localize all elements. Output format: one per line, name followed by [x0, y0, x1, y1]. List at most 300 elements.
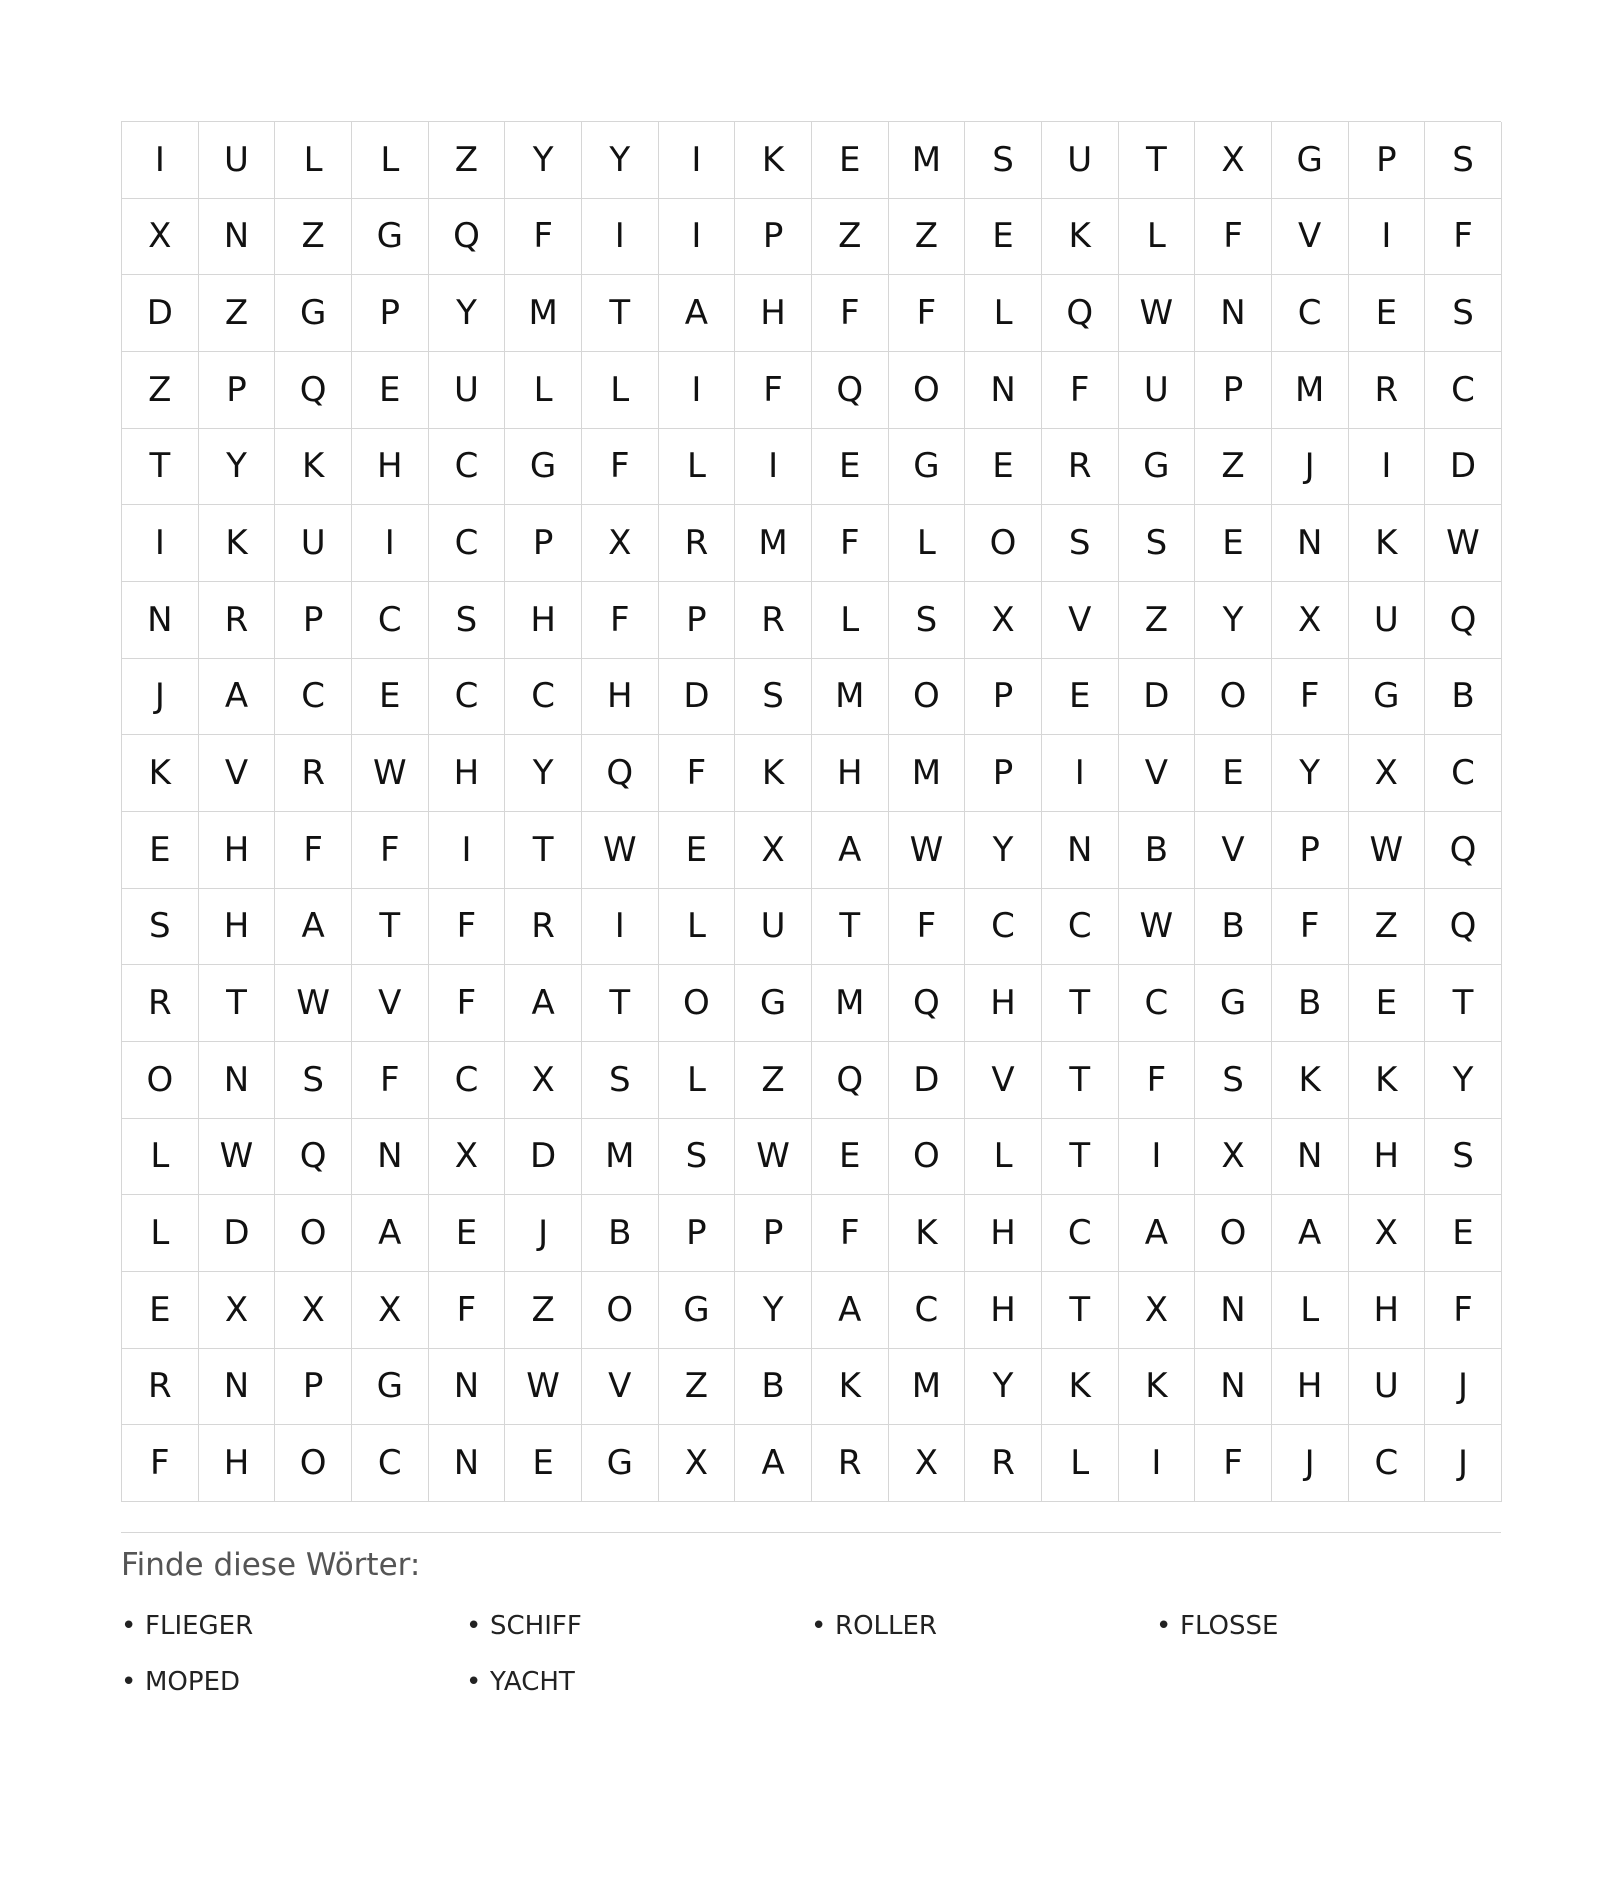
- grid-cell[interactable]: H: [505, 582, 582, 659]
- grid-cell[interactable]: K: [735, 735, 812, 812]
- grid-cell[interactable]: N: [199, 1349, 276, 1426]
- grid-cell[interactable]: R: [1349, 352, 1426, 429]
- grid-cell[interactable]: C: [1349, 1425, 1426, 1502]
- grid-cell[interactable]: Q: [812, 352, 889, 429]
- grid-cell[interactable]: F: [812, 275, 889, 352]
- grid-cell[interactable]: W: [1425, 505, 1502, 582]
- grid-cell[interactable]: H: [352, 429, 429, 506]
- grid-cell[interactable]: A: [659, 275, 736, 352]
- grid-cell[interactable]: P: [965, 659, 1042, 736]
- grid-cell[interactable]: O: [659, 965, 736, 1042]
- grid-cell[interactable]: M: [735, 505, 812, 582]
- grid-cell[interactable]: I: [352, 505, 429, 582]
- grid-cell[interactable]: F: [1272, 889, 1349, 966]
- grid-cell[interactable]: I: [1119, 1425, 1196, 1502]
- grid-cell[interactable]: M: [889, 1349, 966, 1426]
- grid-cell[interactable]: C: [429, 429, 506, 506]
- grid-cell[interactable]: X: [122, 199, 199, 276]
- grid-cell[interactable]: A: [275, 889, 352, 966]
- grid-cell[interactable]: X: [889, 1425, 966, 1502]
- grid-cell[interactable]: Z: [889, 199, 966, 276]
- grid-cell[interactable]: N: [965, 352, 1042, 429]
- grid-cell[interactable]: G: [659, 1272, 736, 1349]
- grid-cell[interactable]: X: [1195, 1119, 1272, 1196]
- grid-cell[interactable]: Y: [429, 275, 506, 352]
- grid-cell[interactable]: I: [429, 812, 506, 889]
- grid-cell[interactable]: D: [1119, 659, 1196, 736]
- grid-cell[interactable]: W: [199, 1119, 276, 1196]
- grid-cell[interactable]: P: [965, 735, 1042, 812]
- grid-cell[interactable]: Z: [199, 275, 276, 352]
- grid-cell[interactable]: R: [812, 1425, 889, 1502]
- grid-cell[interactable]: A: [735, 1425, 812, 1502]
- grid-cell[interactable]: G: [1119, 429, 1196, 506]
- grid-cell[interactable]: L: [122, 1119, 199, 1196]
- grid-cell[interactable]: L: [889, 505, 966, 582]
- grid-cell[interactable]: I: [582, 889, 659, 966]
- grid-cell[interactable]: T: [1042, 1042, 1119, 1119]
- grid-cell[interactable]: U: [1349, 582, 1426, 659]
- grid-cell[interactable]: H: [965, 965, 1042, 1042]
- grid-cell[interactable]: Y: [505, 735, 582, 812]
- grid-cell[interactable]: G: [735, 965, 812, 1042]
- grid-cell[interactable]: F: [582, 582, 659, 659]
- grid-cell[interactable]: J: [1425, 1425, 1502, 1502]
- grid-cell[interactable]: W: [582, 812, 659, 889]
- grid-cell[interactable]: L: [812, 582, 889, 659]
- grid-cell[interactable]: C: [275, 659, 352, 736]
- grid-cell[interactable]: C: [429, 1042, 506, 1119]
- grid-cell[interactable]: I: [1119, 1119, 1196, 1196]
- grid-cell[interactable]: N: [1195, 1272, 1272, 1349]
- grid-cell[interactable]: T: [1425, 965, 1502, 1042]
- grid-cell[interactable]: Y: [199, 429, 276, 506]
- grid-cell[interactable]: K: [1349, 505, 1426, 582]
- grid-cell[interactable]: J: [505, 1195, 582, 1272]
- grid-cell[interactable]: A: [812, 1272, 889, 1349]
- grid-cell[interactable]: L: [1042, 1425, 1119, 1502]
- grid-cell[interactable]: Y: [735, 1272, 812, 1349]
- grid-cell[interactable]: T: [505, 812, 582, 889]
- grid-cell[interactable]: Z: [429, 122, 506, 199]
- grid-cell[interactable]: E: [1349, 275, 1426, 352]
- grid-cell[interactable]: Q: [275, 1119, 352, 1196]
- grid-cell[interactable]: U: [735, 889, 812, 966]
- grid-cell[interactable]: P: [735, 1195, 812, 1272]
- grid-cell[interactable]: P: [659, 1195, 736, 1272]
- grid-cell[interactable]: X: [1349, 735, 1426, 812]
- grid-cell[interactable]: R: [122, 965, 199, 1042]
- grid-cell[interactable]: S: [429, 582, 506, 659]
- grid-cell[interactable]: E: [1349, 965, 1426, 1042]
- grid-cell[interactable]: E: [1425, 1195, 1502, 1272]
- grid-cell[interactable]: G: [505, 429, 582, 506]
- grid-cell[interactable]: G: [1349, 659, 1426, 736]
- grid-cell[interactable]: E: [505, 1425, 582, 1502]
- grid-cell[interactable]: M: [889, 122, 966, 199]
- grid-cell[interactable]: O: [1195, 659, 1272, 736]
- grid-cell[interactable]: K: [1042, 199, 1119, 276]
- grid-cell[interactable]: E: [1042, 659, 1119, 736]
- grid-cell[interactable]: V: [352, 965, 429, 1042]
- grid-cell[interactable]: R: [659, 505, 736, 582]
- grid-cell[interactable]: E: [1195, 735, 1272, 812]
- grid-cell[interactable]: L: [352, 122, 429, 199]
- grid-cell[interactable]: H: [1349, 1119, 1426, 1196]
- grid-cell[interactable]: Q: [429, 199, 506, 276]
- grid-cell[interactable]: F: [1272, 659, 1349, 736]
- grid-cell[interactable]: F: [812, 505, 889, 582]
- grid-cell[interactable]: F: [1195, 199, 1272, 276]
- grid-cell[interactable]: L: [659, 429, 736, 506]
- grid-cell[interactable]: A: [1272, 1195, 1349, 1272]
- grid-cell[interactable]: X: [275, 1272, 352, 1349]
- grid-cell[interactable]: L: [122, 1195, 199, 1272]
- grid-cell[interactable]: H: [429, 735, 506, 812]
- grid-cell[interactable]: K: [889, 1195, 966, 1272]
- grid-cell[interactable]: F: [352, 1042, 429, 1119]
- grid-cell[interactable]: A: [1119, 1195, 1196, 1272]
- grid-cell[interactable]: O: [889, 1119, 966, 1196]
- grid-cell[interactable]: C: [1272, 275, 1349, 352]
- grid-cell[interactable]: M: [582, 1119, 659, 1196]
- grid-cell[interactable]: E: [965, 429, 1042, 506]
- grid-cell[interactable]: X: [1195, 122, 1272, 199]
- grid-cell[interactable]: C: [965, 889, 1042, 966]
- grid-cell[interactable]: E: [122, 1272, 199, 1349]
- grid-cell[interactable]: X: [352, 1272, 429, 1349]
- grid-cell[interactable]: I: [659, 199, 736, 276]
- grid-cell[interactable]: K: [1042, 1349, 1119, 1426]
- grid-cell[interactable]: R: [965, 1425, 1042, 1502]
- grid-cell[interactable]: T: [582, 965, 659, 1042]
- grid-cell[interactable]: X: [1272, 582, 1349, 659]
- grid-cell[interactable]: L: [1119, 199, 1196, 276]
- grid-cell[interactable]: H: [735, 275, 812, 352]
- grid-cell[interactable]: H: [582, 659, 659, 736]
- grid-cell[interactable]: S: [1042, 505, 1119, 582]
- grid-cell[interactable]: J: [122, 659, 199, 736]
- grid-cell[interactable]: N: [1042, 812, 1119, 889]
- grid-cell[interactable]: E: [659, 812, 736, 889]
- grid-cell[interactable]: W: [1349, 812, 1426, 889]
- grid-cell[interactable]: C: [1042, 1195, 1119, 1272]
- grid-cell[interactable]: W: [1119, 275, 1196, 352]
- grid-cell[interactable]: Y: [1272, 735, 1349, 812]
- grid-cell[interactable]: N: [122, 582, 199, 659]
- grid-cell[interactable]: C: [352, 582, 429, 659]
- grid-cell[interactable]: U: [1119, 352, 1196, 429]
- grid-cell[interactable]: A: [505, 965, 582, 1042]
- grid-cell[interactable]: X: [965, 582, 1042, 659]
- grid-cell[interactable]: S: [1425, 122, 1502, 199]
- grid-cell[interactable]: W: [352, 735, 429, 812]
- grid-cell[interactable]: F: [1425, 1272, 1502, 1349]
- grid-cell[interactable]: S: [889, 582, 966, 659]
- grid-cell[interactable]: F: [122, 1425, 199, 1502]
- grid-cell[interactable]: P: [275, 1349, 352, 1426]
- grid-cell[interactable]: R: [505, 889, 582, 966]
- grid-cell[interactable]: N: [1272, 505, 1349, 582]
- grid-cell[interactable]: K: [122, 735, 199, 812]
- grid-cell[interactable]: P: [352, 275, 429, 352]
- grid-cell[interactable]: K: [812, 1349, 889, 1426]
- grid-cell[interactable]: Y: [1425, 1042, 1502, 1119]
- grid-cell[interactable]: X: [1349, 1195, 1426, 1272]
- grid-cell[interactable]: Q: [889, 965, 966, 1042]
- grid-cell[interactable]: E: [352, 659, 429, 736]
- grid-cell[interactable]: X: [505, 1042, 582, 1119]
- grid-cell[interactable]: Z: [1349, 889, 1426, 966]
- grid-cell[interactable]: N: [1195, 275, 1272, 352]
- grid-cell[interactable]: F: [429, 889, 506, 966]
- grid-cell[interactable]: E: [812, 1119, 889, 1196]
- grid-cell[interactable]: O: [582, 1272, 659, 1349]
- grid-cell[interactable]: S: [1425, 1119, 1502, 1196]
- grid-cell[interactable]: Q: [1425, 889, 1502, 966]
- grid-cell[interactable]: S: [659, 1119, 736, 1196]
- grid-cell[interactable]: I: [735, 429, 812, 506]
- grid-cell[interactable]: L: [582, 352, 659, 429]
- grid-cell[interactable]: I: [659, 352, 736, 429]
- grid-cell[interactable]: D: [199, 1195, 276, 1272]
- grid-cell[interactable]: F: [735, 352, 812, 429]
- grid-cell[interactable]: Q: [1425, 582, 1502, 659]
- grid-cell[interactable]: P: [659, 582, 736, 659]
- grid-cell[interactable]: G: [889, 429, 966, 506]
- grid-cell[interactable]: M: [505, 275, 582, 352]
- grid-cell[interactable]: U: [1042, 122, 1119, 199]
- grid-cell[interactable]: X: [659, 1425, 736, 1502]
- grid-cell[interactable]: U: [199, 122, 276, 199]
- grid-cell[interactable]: F: [429, 1272, 506, 1349]
- grid-cell[interactable]: K: [199, 505, 276, 582]
- grid-cell[interactable]: C: [1119, 965, 1196, 1042]
- grid-cell[interactable]: Z: [735, 1042, 812, 1119]
- grid-cell[interactable]: D: [889, 1042, 966, 1119]
- grid-cell[interactable]: R: [199, 582, 276, 659]
- grid-cell[interactable]: F: [352, 812, 429, 889]
- grid-cell[interactable]: C: [505, 659, 582, 736]
- grid-cell[interactable]: V: [965, 1042, 1042, 1119]
- grid-cell[interactable]: Z: [1119, 582, 1196, 659]
- grid-cell[interactable]: B: [1425, 659, 1502, 736]
- grid-cell[interactable]: S: [122, 889, 199, 966]
- grid-cell[interactable]: D: [505, 1119, 582, 1196]
- grid-cell[interactable]: H: [199, 889, 276, 966]
- grid-cell[interactable]: K: [1119, 1349, 1196, 1426]
- grid-cell[interactable]: H: [1349, 1272, 1426, 1349]
- grid-cell[interactable]: P: [275, 582, 352, 659]
- grid-cell[interactable]: E: [122, 812, 199, 889]
- grid-cell[interactable]: O: [889, 352, 966, 429]
- grid-cell[interactable]: A: [352, 1195, 429, 1272]
- grid-cell[interactable]: T: [1119, 122, 1196, 199]
- grid-cell[interactable]: B: [1272, 965, 1349, 1042]
- grid-cell[interactable]: Z: [1195, 429, 1272, 506]
- grid-cell[interactable]: F: [889, 889, 966, 966]
- grid-cell[interactable]: M: [812, 965, 889, 1042]
- grid-cell[interactable]: V: [199, 735, 276, 812]
- grid-cell[interactable]: N: [1272, 1119, 1349, 1196]
- grid-cell[interactable]: N: [199, 199, 276, 276]
- grid-cell[interactable]: Z: [812, 199, 889, 276]
- grid-cell[interactable]: K: [1349, 1042, 1426, 1119]
- grid-cell[interactable]: F: [889, 275, 966, 352]
- grid-cell[interactable]: H: [199, 1425, 276, 1502]
- grid-cell[interactable]: D: [1425, 429, 1502, 506]
- grid-cell[interactable]: H: [965, 1195, 1042, 1272]
- grid-cell[interactable]: E: [965, 199, 1042, 276]
- grid-cell[interactable]: Z: [122, 352, 199, 429]
- grid-cell[interactable]: I: [659, 122, 736, 199]
- grid-cell[interactable]: Q: [1425, 812, 1502, 889]
- grid-cell[interactable]: L: [965, 1119, 1042, 1196]
- grid-cell[interactable]: C: [352, 1425, 429, 1502]
- grid-cell[interactable]: U: [429, 352, 506, 429]
- grid-cell[interactable]: P: [1272, 812, 1349, 889]
- grid-cell[interactable]: C: [889, 1272, 966, 1349]
- grid-cell[interactable]: G: [275, 275, 352, 352]
- grid-cell[interactable]: G: [1272, 122, 1349, 199]
- grid-cell[interactable]: C: [429, 659, 506, 736]
- grid-cell[interactable]: C: [1042, 889, 1119, 966]
- grid-cell[interactable]: Y: [1195, 582, 1272, 659]
- grid-cell[interactable]: O: [122, 1042, 199, 1119]
- grid-cell[interactable]: C: [1425, 352, 1502, 429]
- grid-cell[interactable]: S: [582, 1042, 659, 1119]
- grid-cell[interactable]: B: [735, 1349, 812, 1426]
- grid-cell[interactable]: X: [199, 1272, 276, 1349]
- grid-cell[interactable]: V: [582, 1349, 659, 1426]
- grid-cell[interactable]: G: [352, 199, 429, 276]
- grid-cell[interactable]: E: [812, 429, 889, 506]
- grid-cell[interactable]: F: [1119, 1042, 1196, 1119]
- grid-cell[interactable]: P: [1195, 352, 1272, 429]
- grid-cell[interactable]: C: [1425, 735, 1502, 812]
- grid-cell[interactable]: L: [965, 275, 1042, 352]
- grid-cell[interactable]: E: [812, 122, 889, 199]
- grid-cell[interactable]: O: [275, 1425, 352, 1502]
- grid-cell[interactable]: W: [1119, 889, 1196, 966]
- grid-cell[interactable]: O: [275, 1195, 352, 1272]
- grid-cell[interactable]: R: [1042, 429, 1119, 506]
- grid-cell[interactable]: Q: [582, 735, 659, 812]
- grid-cell[interactable]: Z: [275, 199, 352, 276]
- grid-cell[interactable]: W: [735, 1119, 812, 1196]
- grid-cell[interactable]: B: [1195, 889, 1272, 966]
- grid-cell[interactable]: I: [122, 505, 199, 582]
- grid-cell[interactable]: Y: [965, 812, 1042, 889]
- grid-cell[interactable]: T: [1042, 965, 1119, 1042]
- grid-cell[interactable]: A: [812, 812, 889, 889]
- grid-cell[interactable]: F: [812, 1195, 889, 1272]
- grid-cell[interactable]: P: [505, 505, 582, 582]
- grid-cell[interactable]: X: [429, 1119, 506, 1196]
- grid-cell[interactable]: B: [582, 1195, 659, 1272]
- grid-cell[interactable]: F: [429, 965, 506, 1042]
- grid-cell[interactable]: F: [505, 199, 582, 276]
- grid-cell[interactable]: H: [1272, 1349, 1349, 1426]
- grid-cell[interactable]: X: [1119, 1272, 1196, 1349]
- grid-cell[interactable]: Q: [275, 352, 352, 429]
- grid-cell[interactable]: Q: [812, 1042, 889, 1119]
- grid-cell[interactable]: F: [582, 429, 659, 506]
- grid-cell[interactable]: S: [965, 122, 1042, 199]
- grid-cell[interactable]: W: [505, 1349, 582, 1426]
- grid-cell[interactable]: S: [275, 1042, 352, 1119]
- grid-cell[interactable]: T: [352, 889, 429, 966]
- grid-cell[interactable]: D: [122, 275, 199, 352]
- grid-cell[interactable]: F: [1195, 1425, 1272, 1502]
- grid-cell[interactable]: C: [429, 505, 506, 582]
- grid-cell[interactable]: P: [1349, 122, 1426, 199]
- grid-cell[interactable]: V: [1195, 812, 1272, 889]
- grid-cell[interactable]: I: [1349, 429, 1426, 506]
- grid-cell[interactable]: V: [1119, 735, 1196, 812]
- grid-cell[interactable]: W: [889, 812, 966, 889]
- grid-cell[interactable]: S: [1425, 275, 1502, 352]
- grid-cell[interactable]: B: [1119, 812, 1196, 889]
- grid-cell[interactable]: S: [735, 659, 812, 736]
- grid-cell[interactable]: I: [582, 199, 659, 276]
- grid-cell[interactable]: S: [1119, 505, 1196, 582]
- grid-cell[interactable]: X: [582, 505, 659, 582]
- grid-cell[interactable]: N: [429, 1349, 506, 1426]
- grid-cell[interactable]: T: [1042, 1119, 1119, 1196]
- grid-cell[interactable]: M: [1272, 352, 1349, 429]
- grid-cell[interactable]: R: [735, 582, 812, 659]
- grid-cell[interactable]: Y: [965, 1349, 1042, 1426]
- grid-cell[interactable]: Z: [505, 1272, 582, 1349]
- grid-cell[interactable]: N: [352, 1119, 429, 1196]
- grid-cell[interactable]: F: [659, 735, 736, 812]
- grid-cell[interactable]: R: [122, 1349, 199, 1426]
- grid-cell[interactable]: M: [889, 735, 966, 812]
- grid-cell[interactable]: F: [275, 812, 352, 889]
- grid-cell[interactable]: W: [275, 965, 352, 1042]
- grid-cell[interactable]: N: [199, 1042, 276, 1119]
- grid-cell[interactable]: Y: [505, 122, 582, 199]
- grid-cell[interactable]: E: [352, 352, 429, 429]
- grid-cell[interactable]: E: [1195, 505, 1272, 582]
- grid-cell[interactable]: F: [1425, 199, 1502, 276]
- grid-cell[interactable]: J: [1272, 429, 1349, 506]
- grid-cell[interactable]: H: [812, 735, 889, 812]
- grid-cell[interactable]: T: [1042, 1272, 1119, 1349]
- grid-cell[interactable]: P: [735, 199, 812, 276]
- grid-cell[interactable]: K: [1272, 1042, 1349, 1119]
- grid-cell[interactable]: G: [352, 1349, 429, 1426]
- grid-cell[interactable]: S: [1195, 1042, 1272, 1119]
- grid-cell[interactable]: K: [735, 122, 812, 199]
- grid-cell[interactable]: O: [889, 659, 966, 736]
- grid-cell[interactable]: T: [582, 275, 659, 352]
- grid-cell[interactable]: J: [1272, 1425, 1349, 1502]
- grid-cell[interactable]: G: [582, 1425, 659, 1502]
- grid-cell[interactable]: P: [199, 352, 276, 429]
- grid-cell[interactable]: V: [1042, 582, 1119, 659]
- grid-cell[interactable]: K: [275, 429, 352, 506]
- grid-cell[interactable]: U: [1349, 1349, 1426, 1426]
- grid-cell[interactable]: X: [735, 812, 812, 889]
- grid-cell[interactable]: M: [812, 659, 889, 736]
- grid-cell[interactable]: H: [965, 1272, 1042, 1349]
- grid-cell[interactable]: A: [199, 659, 276, 736]
- grid-cell[interactable]: L: [275, 122, 352, 199]
- grid-cell[interactable]: I: [122, 122, 199, 199]
- grid-cell[interactable]: Y: [582, 122, 659, 199]
